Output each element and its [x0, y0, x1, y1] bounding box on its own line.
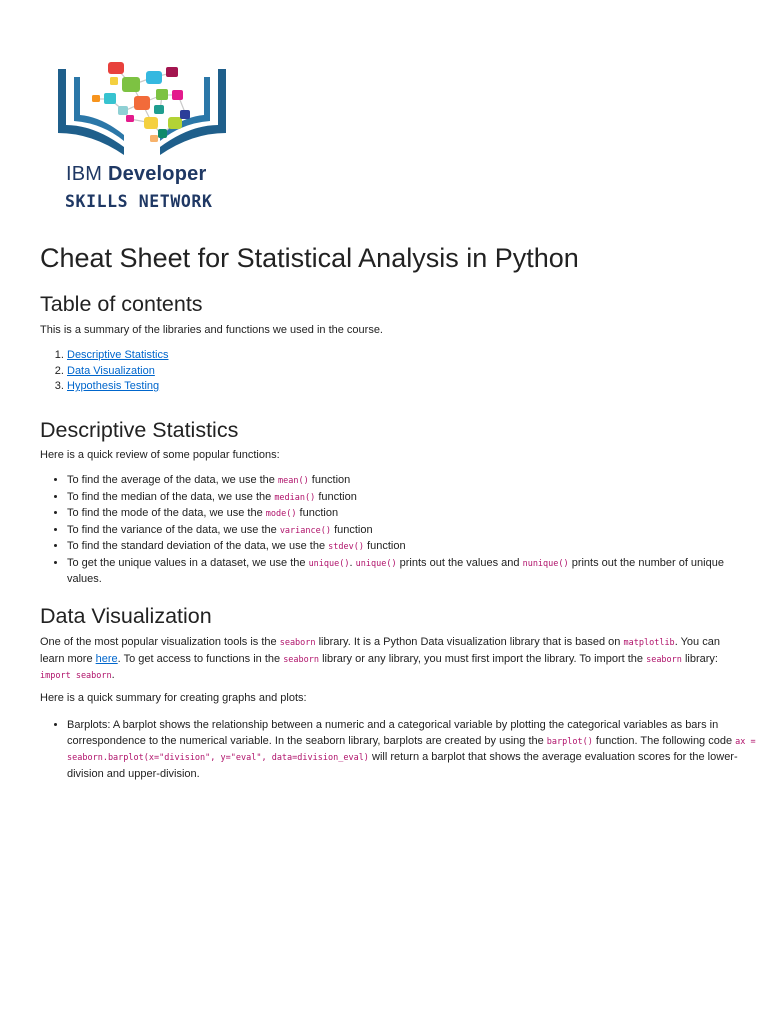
code-seaborn: seaborn	[646, 654, 682, 665]
learn-more-link[interactable]: here	[95, 652, 118, 665]
toc-heading: Table of contents	[40, 292, 203, 316]
list-item: • To find the standard deviation of the data, we use the stdev() function	[67, 539, 757, 556]
code-barplot-example: ax = seaborn.barplot(x="division", y="eval", data=division_eval)	[67, 736, 756, 763]
code-unique: unique()	[355, 558, 397, 569]
code-nunique: nunique()	[522, 558, 569, 569]
code-median: median()	[274, 492, 316, 503]
code-stdev: stdev()	[328, 542, 364, 552]
code-matplotlib: matplotlib	[623, 638, 675, 648]
toc-list	[40, 348, 717, 395]
page-title: Cheat Sheet for Statistical Analysis in Python	[40, 243, 579, 273]
descriptive-intro: Here is a quick review of some popular functions:	[40, 449, 280, 461]
toc-link-hypothesis-testing[interactable]: Hypothesis Testing	[67, 380, 160, 392]
visualization-summary-intro: Here is a quick summary for creating graphs and plots:	[40, 692, 307, 704]
toc-item	[67, 348, 717, 364]
code-mode: mode()	[265, 509, 297, 519]
code-seaborn: seaborn	[283, 654, 320, 665]
list-item-barplots: • Barplots: A barplot shows the relationship between a numeric and a categorical variable by plotting the categorical variables as bars in correspondence to the numerical variable. In the seaborn library, barplots are created by using the barplot() function. The following code ax = seaborn.barplot(x="division", y="eval", data=division_eval) will return a barplot that shows the average evaluation scores for the lower-division and upper-division.	[67, 718, 757, 782]
code-barplot: barplot()	[546, 736, 593, 747]
toc-link-data-visualization[interactable]: Data Visualization	[67, 364, 155, 377]
code-unique: unique()	[308, 558, 350, 569]
code-variance: variance()	[279, 525, 331, 536]
toc-intro: This is a summary of the libraries and functions we used in the course.	[40, 324, 383, 336]
descriptive-list	[40, 473, 757, 588]
list-item: • To find the average of the data, we use the mean() function	[67, 473, 757, 490]
brand-line-1: IBM Developer	[66, 163, 207, 185]
list-item: • To get the unique values in a dataset, we use the unique(). unique() prints out the values and nunique() prints out the number of unique values.	[67, 556, 757, 588]
toc-link-descriptive-statistics[interactable]: Descriptive Statistics	[67, 349, 169, 361]
list-item: • To find the mode of the data, we use the mode() function	[67, 506, 757, 523]
list-item: • To find the median of the data, we use the median() function	[67, 490, 757, 507]
code-seaborn: seaborn	[279, 638, 316, 648]
code-import-seaborn: import seaborn	[40, 671, 112, 681]
code-mean: mean()	[277, 476, 309, 486]
brand-line-2: SKILLS NETWORK	[65, 192, 213, 211]
data-visualization-heading: Data Visualization	[40, 604, 212, 628]
descriptive-statistics-heading: Descriptive Statistics	[40, 418, 239, 442]
visualization-paragraph: One of the most popular visualization tools is the seaborn library. It is a Python Data visualization library that is based on matplotlib. You can learn more here. To get access to functions in the seaborn library or any library, you must first import the library. To import the seaborn library: import seaborn.	[40, 636, 720, 681]
list-item: • To find the variance of the data, we use the variance() function	[67, 523, 757, 540]
visualization-list	[40, 718, 757, 782]
toc-item	[67, 379, 717, 395]
toc-item	[67, 364, 717, 380]
